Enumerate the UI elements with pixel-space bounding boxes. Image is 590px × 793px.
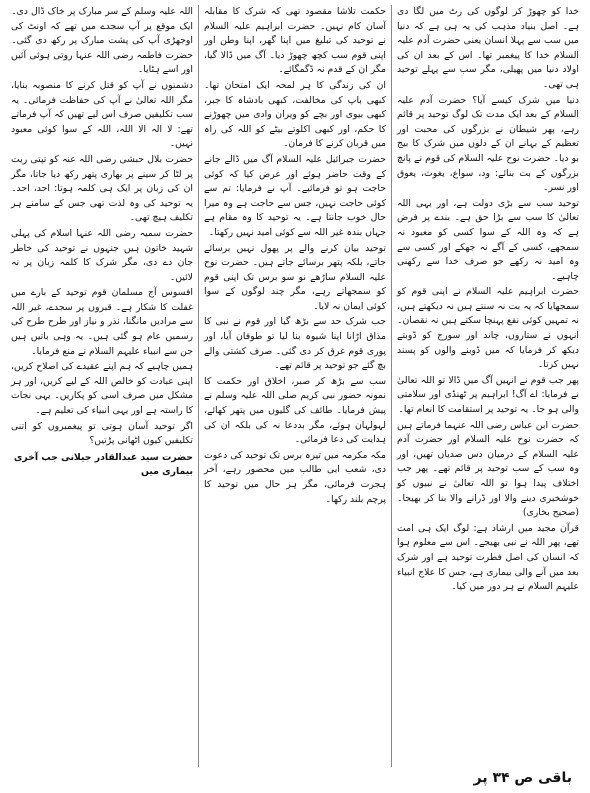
paragraph: مکہ مکرمہ میں تیرہ برس تک توحید کی دعوت دی، شعب ابی طالب میں محصور رہے، آخر ہجرت فرمائی، مگر ہر حال میں توحید کا پرچم بلند رکھا۔ xyxy=(204,449,386,505)
paragraph: دنیا میں شرک کیسے آیا؟ حضرت آدم علیہ السلام کے بعد ایک مدت تک لوگ توحید پر قائم رہے، پھر شیطان نے بزرگوں کی محبت اور تعظیم کے بہانے ان کے دلوں میں شرک کا بیج بو دیا۔ حضرت نوح علیہ السلام کی قوم نے پانچ بزرگوں کے بت بنائے: ود، سواع، یغوث، یعوق اور نسر۔ xyxy=(397,94,579,194)
paragraph: ہمیں چاہیے کہ ہم اپنے عقیدے کی اصلاح کریں، اپنی عبادت کو خالص اللہ کے لیے کریں، اور ہر مشکل میں صرف اسی کو پکاریں۔ یہی نجات کا راستہ ہے اور یہی انبیاء کی تعلیم ہے۔ xyxy=(11,361,193,417)
text-columns xyxy=(6,5,584,767)
column-right xyxy=(391,5,584,767)
column-middle xyxy=(198,5,391,767)
paragraph: سب سے بڑھ کر صبر، اخلاق اور حکمت کا نمونہ حضور نبی کریم صلی اللہ علیہ وسلم نے پیش فرمایا۔ طائف کی گلیوں میں پتھر کھائے، لہولہان ہوئے، مگر بددعا نہ کی بلکہ ان کی ہدایت کی دعا فرمائی۔ xyxy=(204,375,386,446)
paragraph: توحید بیان کرنے والے پر پھول نہیں برسائے جاتے، بلکہ پتھر برسائے جاتے ہیں۔ حضرت نوح علیہ السلام ساڑھے نو سو برس تک اپنی قوم کو سمجھاتے رہے، مگر چند لوگوں کے سوا کوئی ایمان نہ لایا۔ xyxy=(204,242,386,312)
paragraph: خدا کو چھوڑ کر لوگوں کی رٹ میں لگا دی ہے۔ اصل بنیاد مذہب کی یہ ہی ہے کہ دنیا میں سب سے پہلا انسان یعنی حضرت آدم علیہ السلام خدا کا پیغمبر تھا۔ اس کے بعد ان کی اولاد دنیا میں پھیلی، مگر سب سے پہلے توحید ہی تھی۔ xyxy=(397,6,579,90)
paragraph: جب شرک حد سے بڑھ گیا اور قوم نے نبی کا مذاق اڑانا اپنا شیوہ بنا لیا تو طوفان آیا، اور پوری قوم غرق کر دی گئی۔ صرف کشتی والے بچ گئے جو توحید پر قائم تھے۔ xyxy=(204,316,386,372)
paragraph: حضرت بلال حبشی رضی اللہ عنہ کو تپتی ریت پر لٹا کر سینے پر بھاری پتھر رکھ دیا جاتا، مگر ان کی زبان پر ایک ہی کلمہ ہوتا: احد، احد۔ یہ توحید کی وہ لذت تھی جس کے سامنے ہر تکلیف ہیچ تھی۔ xyxy=(11,153,193,224)
continued-on-page-note: باقی ص ۳۴ پر xyxy=(473,770,572,786)
column-left xyxy=(6,5,198,767)
paragraph: قرآن مجید میں ارشاد ہے: لوگ ایک ہی امت تھے، پھر اللہ نے نبی بھیجے۔ اس سے معلوم ہوا کہ انسان کی اصل فطرت توحید ہے اور شرک بعد میں آنے والی بیماری ہے، جس کا علاج انبیاء علیہم السلام نے ہر دور میں کیا۔ xyxy=(397,522,579,593)
signature-line: حضرت سید عبدالقادر جیلانی جب آخری بیماری میں xyxy=(13,451,193,478)
paragraph: اللہ علیہ وسلم کے سر مبارک پر خاک ڈال دی۔ ایک موقع پر آپ سجدے میں تھے کہ اونٹ کی اوجھڑی آپ کی پشت مبارک پر رکھ دی گئی۔ حضرت فاطمہ رضی اللہ عنہا روتی ہوئی آئیں اور اسے ہٹایا۔ xyxy=(11,6,193,76)
paragraph: افسوس آج مسلمان قوم توحید کے بارے میں غفلت کا شکار ہے۔ قبروں پر سجدے، غیر اللہ سے مرادیں مانگنا، نذر و نیاز اور طرح طرح کی رسمیں عام ہو گئی ہیں۔ یہ وہی باتیں ہیں جن سے انبیاء علیہم السلام نے منع فرمایا۔ xyxy=(11,287,193,357)
paragraph: حکمت تلاشا مقصود تھی کہ شرک کا مقابلہ آسان کام نہیں۔ حضرت ابراہیم علیہ السلام نے توحید کی تبلیغ میں اپنا گھر، اپنا وطن اور اپنی قوم سب کچھ چھوڑ دیا۔ آگ میں ڈالا گیا، مگر ان کے قدم نہ ڈگمگائے۔ xyxy=(204,6,386,76)
paragraph: حضرت ابن عباس رضی اللہ عنہما فرماتے ہیں کہ حضرت نوح علیہ السلام اور حضرت آدم علیہ السلام کے درمیان دس صدیاں تھیں، اور وہ سب کے سب توحید پر قائم تھے۔ پھر جب اختلاف پیدا ہوا تو اللہ تعالیٰ نے نبیوں کو خوشخبری دینے والا اور ڈرانے والا بنا کر بھیجا۔ (صحیح بخاری) xyxy=(397,419,579,519)
paragraph: حضرت ابراہیم علیہ السلام نے اپنی قوم کو سمجھایا کہ یہ بت نہ سنتے ہیں نہ دیکھتے ہیں، نہ تمہیں کوئی نفع پہنچا سکتے ہیں نہ نقصان۔ انہوں نے ستاروں، چاند اور سورج کو ڈوبتے دیکھ کر فرمایا کہ میں ڈوبنے والوں کو پسند نہیں کرتا۔ xyxy=(397,286,579,371)
page-footer xyxy=(6,767,584,789)
paragraph: اگر توحید آسان ہوتی تو پیغمبروں کو اتنی تکلیفیں کیوں اٹھانی پڑتیں؟ xyxy=(11,420,193,447)
paragraph: توحید سب سے بڑی دولت ہے، اور یہی اللہ تعالیٰ کا سب سے بڑا حق ہے۔ بندے پر فرض ہے کہ وہ اللہ کے سوا کسی کو معبود نہ سمجھے، کسی کے آگے نہ جھکے اور کسی سے وہ امید نہ رکھے جو صرف خدا سے رکھنی چاہیے۔ xyxy=(397,197,579,282)
paragraph: حضرت سمیہ رضی اللہ عنہا اسلام کی پہلی شہید خاتون ہیں جنہوں نے توحید کی خاطر جان دے دی، مگر شرک کا کلمہ زبان پر نہ لائیں۔ xyxy=(11,227,193,283)
paragraph: پھر جب قوم نے انہیں آگ میں ڈالا تو اللہ تعالیٰ نے فرمایا: اے آگ! ابراہیم پر ٹھنڈی اور سلامتی والی ہو جا۔ یہ توحید پر استقامت کا انعام تھا۔ xyxy=(397,374,579,416)
paragraph: دشمنوں نے آپ کو قتل کرنے کا منصوبہ بنایا، مگر اللہ تعالیٰ نے آپ کی حفاظت فرمائی۔ یہ سب تکلیفیں صرف اس لیے تھیں کہ آپ فرماتے تھے: لا الہ الا اللہ، اللہ کے سوا کوئی معبود نہیں۔ xyxy=(11,79,193,150)
paragraph: ان کی زندگی کا ہر لمحہ ایک امتحان تھا۔ کبھی باپ کی مخالفت، کبھی بادشاہ کا جبر، کبھی بیوی اور بچے کو ویران وادی میں چھوڑنے کا حکم، اور کبھی اکلوتے بیٹے کو اللہ کی راہ میں قربان کرنے کا فرمان۔ xyxy=(204,79,386,150)
paragraph: حضرت جبرائیل علیہ السلام آگ میں ڈالے جانے کے وقت حاضر ہوئے اور عرض کیا کہ کوئی حاجت ہو تو فرمائیے۔ آپ نے فرمایا: تم سے کوئی حاجت نہیں، جس سے حاجت ہے وہ میرا حال خوب جانتا ہے۔ یہ توحید کا وہ مقام ہے جہاں بندہ غیر اللہ سے کوئی امید نہیں رکھتا۔ xyxy=(204,153,386,238)
